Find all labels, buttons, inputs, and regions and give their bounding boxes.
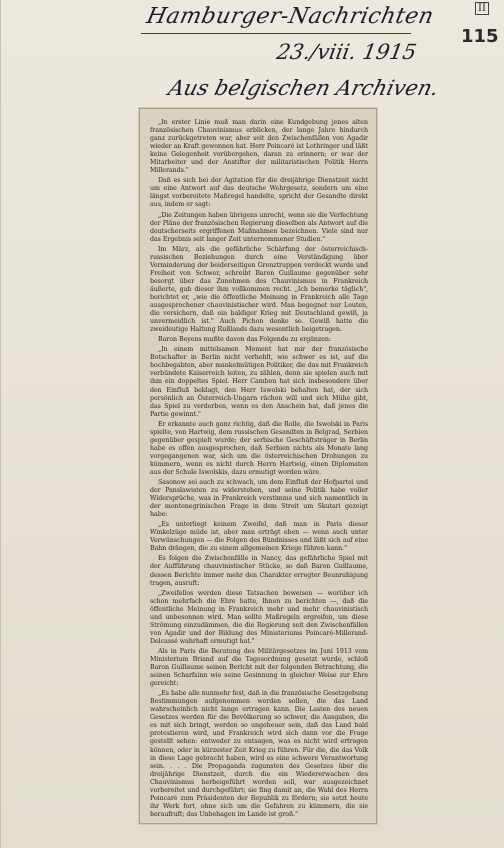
roman-numeral-mark: II bbox=[475, 2, 489, 15]
article-paragraph: „In erster Linie muß man darin eine Kundgebung jenes alten französischen Chauvinismus erblicken, der lange Jahre hindurch ganz zurückgetreten war, aber seit den Zwischenfällen von Agadir wieder an Kraft gewonnen hat. Herr Poincaré ist Lothringer und läßt keine Gelegenheit vorübergehen, daran zu erinnern; er war der Mitarbeiter und der Anstifter der militaristischen Politik Herrn Millerands." bbox=[150, 119, 368, 175]
page-number: 115 bbox=[461, 26, 499, 47]
article-paragraph: „Es habe alle nunmehr fest, daß in die französische Gesetzgebung Bestimmungen aufgenommen werden sollen, die das Land wahrscheinlich nicht lange ertragen kann. Die Lasten des neuen Gesetzes werden für die Bevölkerung so schwer, die Ausgaben, die es mit sich bringt, werden so ungeheuer sein, daß das Land bald protestieren wird, und Frankreich wird sich dann vor die Frage gestellt sehen: entweder zu entsagen, was es nicht wird ertragen können, oder in kürzester Zeit Krieg zu führen. Für die, die das Volk in diese Lage gebracht haben, wird es eine schwere Verantwortung sein. . . . Die Propaganda zugunsten des Gesetzes über die dreijährige Dienstzeit, durch die ein Wiedererwachen des Chauvinismus herbeigeführt worden soll, war ausgezeichnet vorbereitet und durchgeführt; sie fing damit an, die Wahl des Herrn Poincaré zum Präsidenten der Republik zu fördern; sie setzt heute ihr Werk fort, ohne sich um die Gefahren zu kümmern, die sie heraufruft; das Unbehagen im Lande ist groß." bbox=[150, 690, 368, 818]
handwritten-title: Aus belgischen Archiven. bbox=[166, 76, 442, 100]
article-paragraph: Als in Paris die Beratung des Militärgesetzes im Juni 1913 vom Ministerium Briand auf die Tagesordnung gesetzt wurde, schloß Baron Guillaume seinen Bericht mit der folgenden Betrachtung, die seinen Scharfsinn wie seine Gesinnung in gleicher Weise zur Ehre gereicht: bbox=[150, 647, 368, 688]
handwritten-date: 23./viii. 1915 bbox=[274, 40, 419, 64]
article-paragraph: Es folgen die Zwischenfälle in Nancy, das gefährliche Spiel mit der Aufführung chauvinistischer Stücke, so daß Baron Guillaume, dessen Berichte immer mehr den Charakter erregter Beunruhigung tragen, ausruft: bbox=[150, 555, 368, 587]
newspaper-clipping bbox=[139, 108, 377, 824]
article-paragraph: Im März, als die gefährliche Schärfung der österreichisch-russischen Beziehungen durch eine Verständigung über Verminderung der beiderseitigen Grenztruppen verdeckt wurde und Freiheit von Schwer, schreibt Baron Guillaume gegenüber sehr besorgt über das Zunehmen des Chauvinismus in Frankreich äußerte, gab dieser ihm vollkommen recht. „Ich bemerke täglich", berichtet er, „wie die öffentliche Meinung in Frankreich alle Tage ausgesprochener chauvinistischer wird. Man begegnet nur Leuten, die versichern, daß ein baldiger Krieg mit Deutschland gewiß, ja unvermeidlich ist." Auch Pichon denke so. Gewiß hatte die zweideutige Haltung Rußlands dazu wesentlich beigetragen. bbox=[150, 245, 368, 334]
source-underline bbox=[141, 33, 411, 34]
article-paragraph: „In einem mittelsamen Moment hat mir der französische Botschafter in Berlin nicht verhehlt, wie schwer es ist, auf die hochbegabten, aber mankelmütigen Politiker, die das mit Frankreich verbündete Kaiserreich leiten, zu zählen, denn sie spielen auch mit ihm ein doppeltes Spiel. Herr Cambon hat sich insbesondere über den Einfluß beklagt, den Herr Iswolski behalten hat, der sich persönlich an Österreich-Ungarn rächen will und sich Mühe gibt, das Spiel zu verderben, wenn es den Anschein hat, daß jenes die Partie gewinnt." bbox=[150, 346, 368, 418]
handwritten-source: Hamburger-Nachrichten bbox=[144, 4, 437, 29]
article-paragraph: Baron Beyens mußte davon das Folgende zu ergänzen: bbox=[158, 336, 331, 344]
article-paragraph: „Zweifellos werden diese Tatsachen beweisen — worüber ich schon mehrfach die Ehre hatte, Ihnen zu berichten —, daß die öffentliche Meinung in Frankreich mehr und mehr chauvinistisch und unbesonnen wird. Man sollte Maßregeln ergreifen, um diese Strömung einzudämmen, die die Regierung seit den Zwischenfällen von Agadir und der Bildung des Ministeriums Poincaré-Millerand-Delcassé wahrhaft ermutigt hat." bbox=[150, 589, 368, 645]
article-paragraph: Sasonow sei auch zu schwach, um dem Einfluß der Hofpartei und der Panslawisten zu widerstehen, und seine Politik habe voller Widersprüche, was in Frankreich verstimme und sich namentlich in der montenegrinischen Frage in dem Streit um Skutari gezeigt habe: bbox=[150, 479, 368, 519]
article-paragraph: Er erkannte auch ganz richtig, daß die Rolle, die Iswolski in Paris spielte, von Hartwig, dem russischen Gesandten in Belgrad, Serbien gegenüber gespielt wurde; der serbische Geschäftsträger in Berlin habe es offen ausgesprochen, daß Serbien nichts als Monate lang vorgegangenen war, sich um die österreichischen Drohungen zu kümmern, wenn es nicht durch Herrn Hartwig, einen Diplomaten aus der Schule Iswolskis, dazu ermutigt worden wäre. bbox=[150, 420, 368, 476]
article-paragraph: Daß es sich bei der Agitation für die dreijährige Dienstzeit nicht um eine Antwort auf das deutsche Wehrgesetz, sondern um eine längst vorbereitete Maßregel handelte, spricht der Gesandte direkt aus, indem er sagt: bbox=[150, 177, 368, 209]
article-paragraph: „Die Zeitungen haben übrigens unrecht, wenn sie die Verfechtung der Pläne der französischen Regierung dieselben als Antwort auf die deutscherseits ergriffenen Maßnahmen bezeichnen. Viele sind nur das Ergebnis seit langer Zeit unternommener Studien." bbox=[150, 211, 368, 243]
article-paragraph: „Es unterliegt keinem Zweifel, daß man in Paris dieser Winkelzüge müde ist, aber man erträgt eben — wenn auch unter Verwünschungen — die Folgen des Bündnisses und läßt sich auf eine Bahn drängen, die zu einem allgemeinen Kriege führen kann." bbox=[150, 521, 368, 553]
